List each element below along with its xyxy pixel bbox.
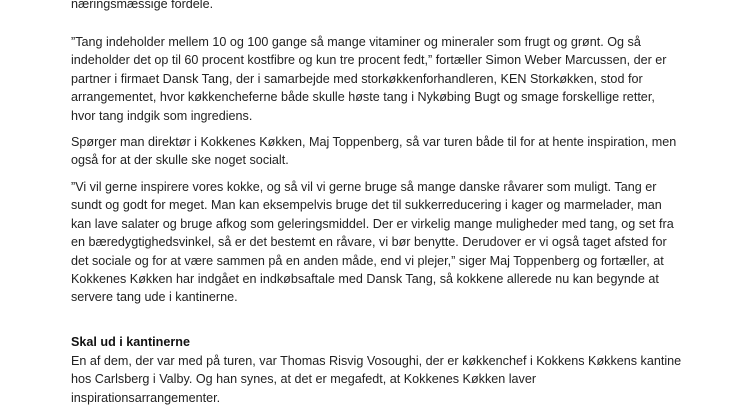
text-line: servere tang ude i kantinerne. — [71, 290, 238, 305]
text-line: kan lave salater og bruge afkog som geleringsmiddel. Der er virkelig mange muligheder med tang, og set fra — [71, 216, 674, 231]
text-line: hos Carlsberg i Valby. Og han synes, at det er megafedt, at Kokkenes Køkken laver — [71, 372, 537, 387]
text-line: også for at der skulle ske noget socialt. — [71, 153, 289, 168]
text-line: hvor tang indgik som ingrediens. — [71, 108, 253, 123]
text-line: partner i firmaet Dansk Tang, der i samarbejde med storkøkkenforhandleren, KEN Storkøkken, stod for — [71, 71, 643, 86]
text-line: sundt og godt for meget. Man kan eksempelvis bruge det til sukkerreducering i kager og marmelader, man — [71, 198, 662, 213]
paragraph-quote-maj — [71, 178, 691, 307]
text-line: ”Vi vil gerne inspirere vores kokke, og så vil vi gerne bruge så mange danske råvarer som muligt. Tang er — [71, 180, 657, 194]
text-line: indeholder det op til 60 procent kostfibre og kun tre procent fedt,” fortæller Simon Weber Marcussen, der er — [71, 53, 667, 68]
paragraph-quote-simon — [71, 33, 691, 125]
paragraph-section — [71, 352, 691, 407]
section-heading: Skal ud i kantinerne — [71, 335, 190, 349]
paragraph-director — [71, 133, 691, 170]
text-line: næringsmæssige fordele. — [71, 0, 214, 11]
text-line: arrangementet, hvor køkkencheferne både skulle høste tang i Nykøbing Bugt og smage forskellige retter, — [71, 90, 655, 105]
paragraph-intro-tail — [71, 0, 691, 13]
text-line: det sociale og for at være sammen på en anden måde, end vi plejer,” siger Maj Toppenberg og fortæller, at — [71, 253, 664, 268]
text-line: en bæredygtighedsvinkel, så er det bestemt en råvare, vi bør benytte. Derudover er vi også taget afsted for — [71, 235, 667, 250]
text-line: ”Tang indeholder mellem 10 og 100 gange så mange vitaminer og mineraler som frugt og grønt. Og så — [71, 35, 641, 49]
text-line: Spørger man direktør i Kokkenes Køkken, Maj Toppenberg, så var turen både til for at hente inspiration, men — [71, 135, 677, 149]
text-line: En af dem, der var med på turen, var Thomas Risvig Vosoughi, der er køkkenchef i Kokkens Køkkens kantine — [71, 354, 682, 368]
text-line: Kokkenes Køkken har indgået en indkøbsaftale med Dansk Tang, så kokkene allerede nu kan begynde at — [71, 271, 659, 286]
text-line: inspirationsarrangementer. — [71, 390, 221, 405]
